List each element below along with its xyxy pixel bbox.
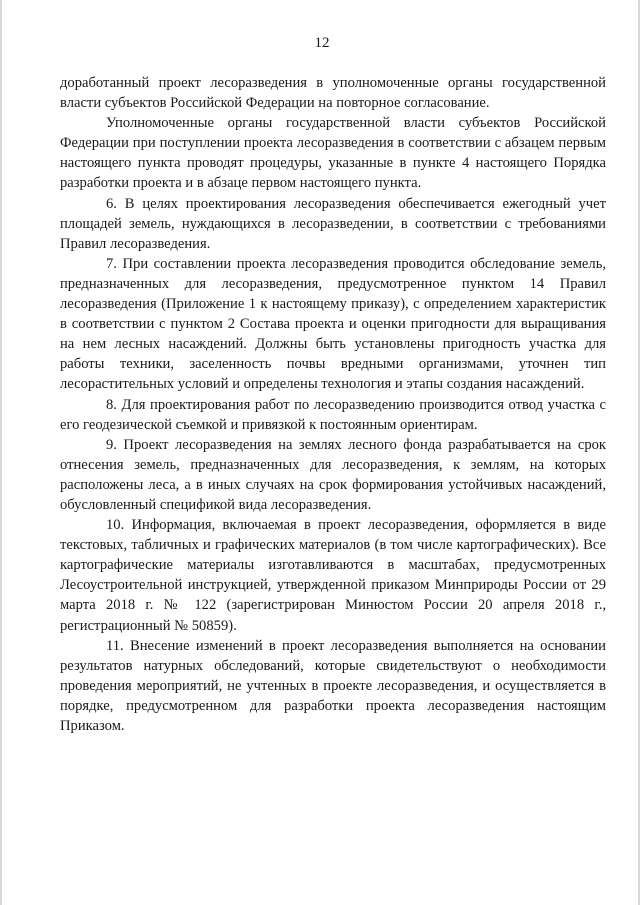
paragraph-item-8: 8. Для проектирования работ по лесоразведению производится отвод участка с его геодезической съемкой и привязкой к постоянным ориентирам. [60, 396, 606, 433]
paragraph-continuation: доработанный проект лесоразведения в уполномоченные органы государственной власти субъектов Российской Федерации на повторное согласование. [60, 75, 606, 112]
paragraph-item-10: 10. Информация, включаемая в проект лесоразведения, оформляется в виде текстовых, табличных и графических материалов (в том числе картографических). Все картографические материалы изготавливаются в масштабах, предусмотренных Лесоустроительной инструкцией, утвержденной приказом Минприроды России от 29 марта 2018 г. № 122 (зарегистрирован Минюстом России 20 апреля 2018 г., регистрационный № 50859). [60, 517, 606, 634]
paragraph-item-7: 7. При составлении проекта лесоразведения проводится обследование земель, предназначенных для лесоразведения, предусмотренное пунктом 14 Правил лесоразведения (Приложение 1 к настоящему приказу), с определением характеристик в соответствии с пунктом 2 Состава проекта и оценки пригодности для выращивания на нем лесных насаждений. Должны быть установлены пригодность участка для работы техники, заселенность почвы вредными организмами, уточнен тип лесорастительных условий и определены технология и этапы создания насаждений. [60, 255, 606, 393]
document-body [60, 73, 606, 736]
paragraph-item-9: 9. Проект лесоразведения на землях лесного фонда разрабатывается на срок отнесения земель, предназначенных для лесоразведения, к землям, на которых расположены леса, а в иных случаях на срок формирования устойчивых насаждений, обусловленный спецификой вида лесоразведения. [60, 436, 606, 513]
paragraph-item-11: 11. Внесение изменений в проект лесоразведения выполняется на основании результатов натурных обследований, которые свидетельствуют о необходимости проведения мероприятий, не учтенных в проекте лесоразведения, и осуществляется в порядке, предусмотренном для разработки проекта лесоразведения настоящим Приказом. [60, 637, 606, 734]
page-number: 12 [314, 35, 330, 51]
paragraph-item-6: 6. В целях проектирования лесоразведения обеспечивается ежегодный учет площадей земель, нуждающихся в лесоразведении, в соответствии с требованиями Правил лесоразведения. [60, 195, 606, 252]
paragraph-authorities-procedure: Уполномоченные органы государственной власти субъектов Российской Федерации при поступлении проекта лесоразведения в соответствии с абзацем первым настоящего пункта проводят процедуры, указанные в пункте 4 настоящего Порядка разработки проекта и в абзаце первом настоящего пункта. [60, 115, 606, 192]
